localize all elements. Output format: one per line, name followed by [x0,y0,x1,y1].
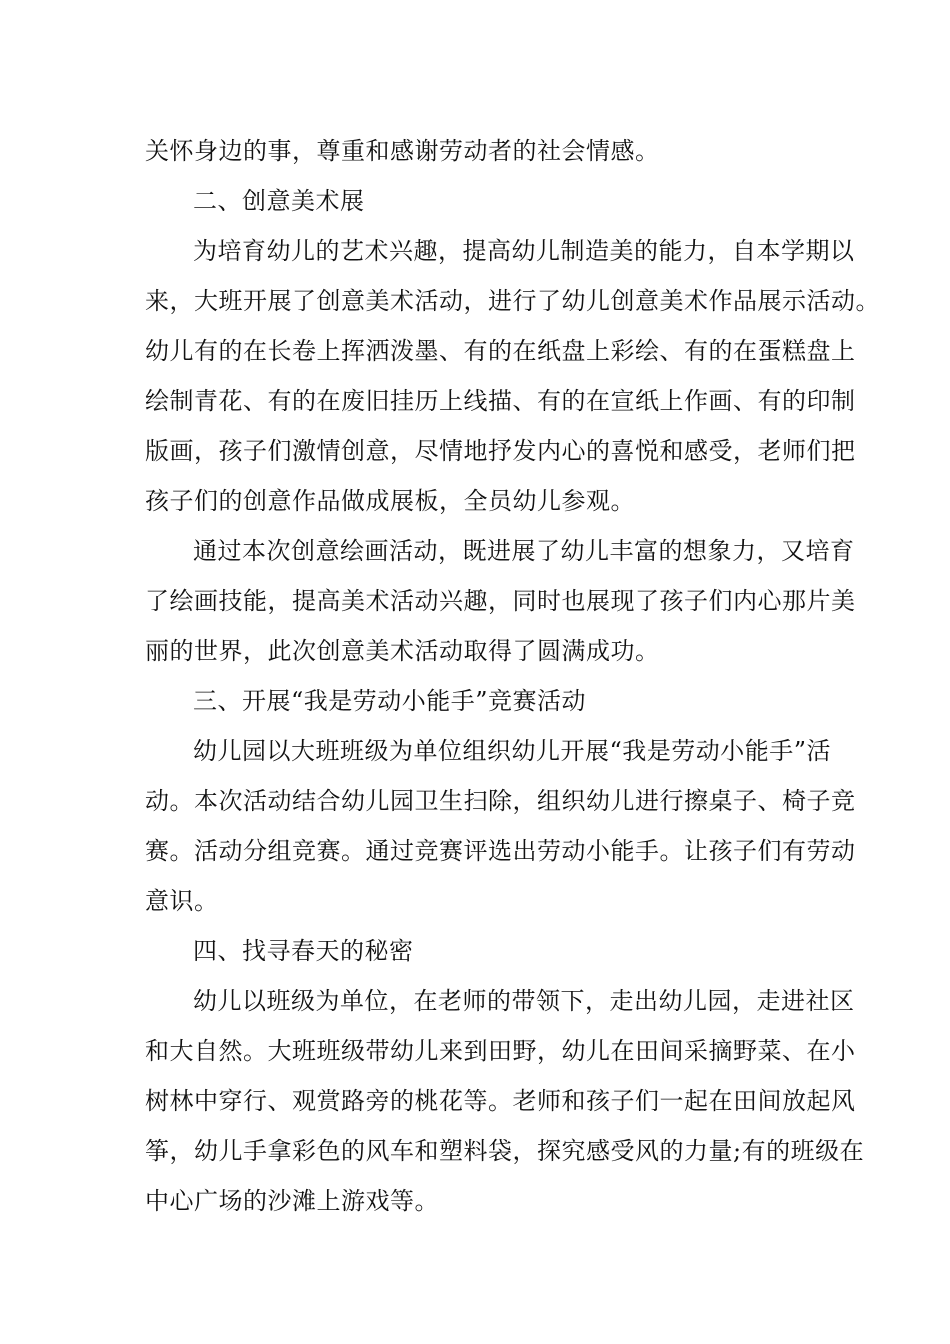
section-heading: 四、找寻春天的秘密 [193,937,414,965]
text-line: 意识。 [145,887,219,915]
text-line: 动。本次活动结合幼儿园卫生扫除，组织幼儿进行擦桌子、椅子竞 [145,787,856,815]
text-line: 幼儿以班级为单位，在老师的带领下，走出幼儿园，走进社区 [193,987,855,1015]
text-line: 孩子们的创意作品做成展板，全员幼儿参观。 [145,487,635,515]
text-line: 为培育幼儿的艺术兴趣，提高幼儿制造美的能力，自本学期以 [193,237,855,265]
text-line: 和大自然。大班班级带幼儿来到田野，幼儿在田间采摘野菜、在小 [145,1037,856,1065]
text-line: 中心广场的沙滩上游戏等。 [145,1187,439,1215]
text-line: 丽的世界，此次创意美术活动取得了圆满成功。 [145,637,660,665]
text-line: 绘制青花、有的在废旧挂历上线描、有的在宣纸上作画、有的印制 [145,387,856,415]
text-line: 关怀身边的事，尊重和感谢劳动者的社会情感。 [145,137,660,165]
text-line: 幼儿园以大班班级为单位组织幼儿开展“我是劳动小能手”活 [193,737,832,765]
text-line: 来，大班开展了创意美术活动，进行了幼儿创意美术作品展示活动。 [145,287,880,315]
text-line: 幼儿有的在长卷上挥洒泼墨、有的在纸盘上彩绘、有的在蛋糕盘上 [145,337,856,365]
section-heading: 三、开展“我是劳动小能手”竞赛活动 [193,687,587,715]
text-line: 筝，幼儿手拿彩色的风车和塑料袋，探究感受风的力量;有的班级在 [145,1137,865,1165]
section-heading: 二、创意美术展 [193,187,365,215]
text-line: 赛。活动分组竞赛。通过竞赛评选出劳动小能手。让孩子们有劳动 [145,837,856,865]
text-line: 了绘画技能，提高美术活动兴趣，同时也展现了孩子们内心那片美 [145,587,856,615]
text-line: 版画，孩子们激情创意，尽情地抒发内心的喜悦和感受，老师们把 [145,437,856,465]
text-line: 树林中穿行、观赏路旁的桃花等。老师和孩子们一起在田间放起风 [145,1087,856,1115]
text-line: 通过本次创意绘画活动，既进展了幼儿丰富的想象力，又培育 [193,537,855,565]
